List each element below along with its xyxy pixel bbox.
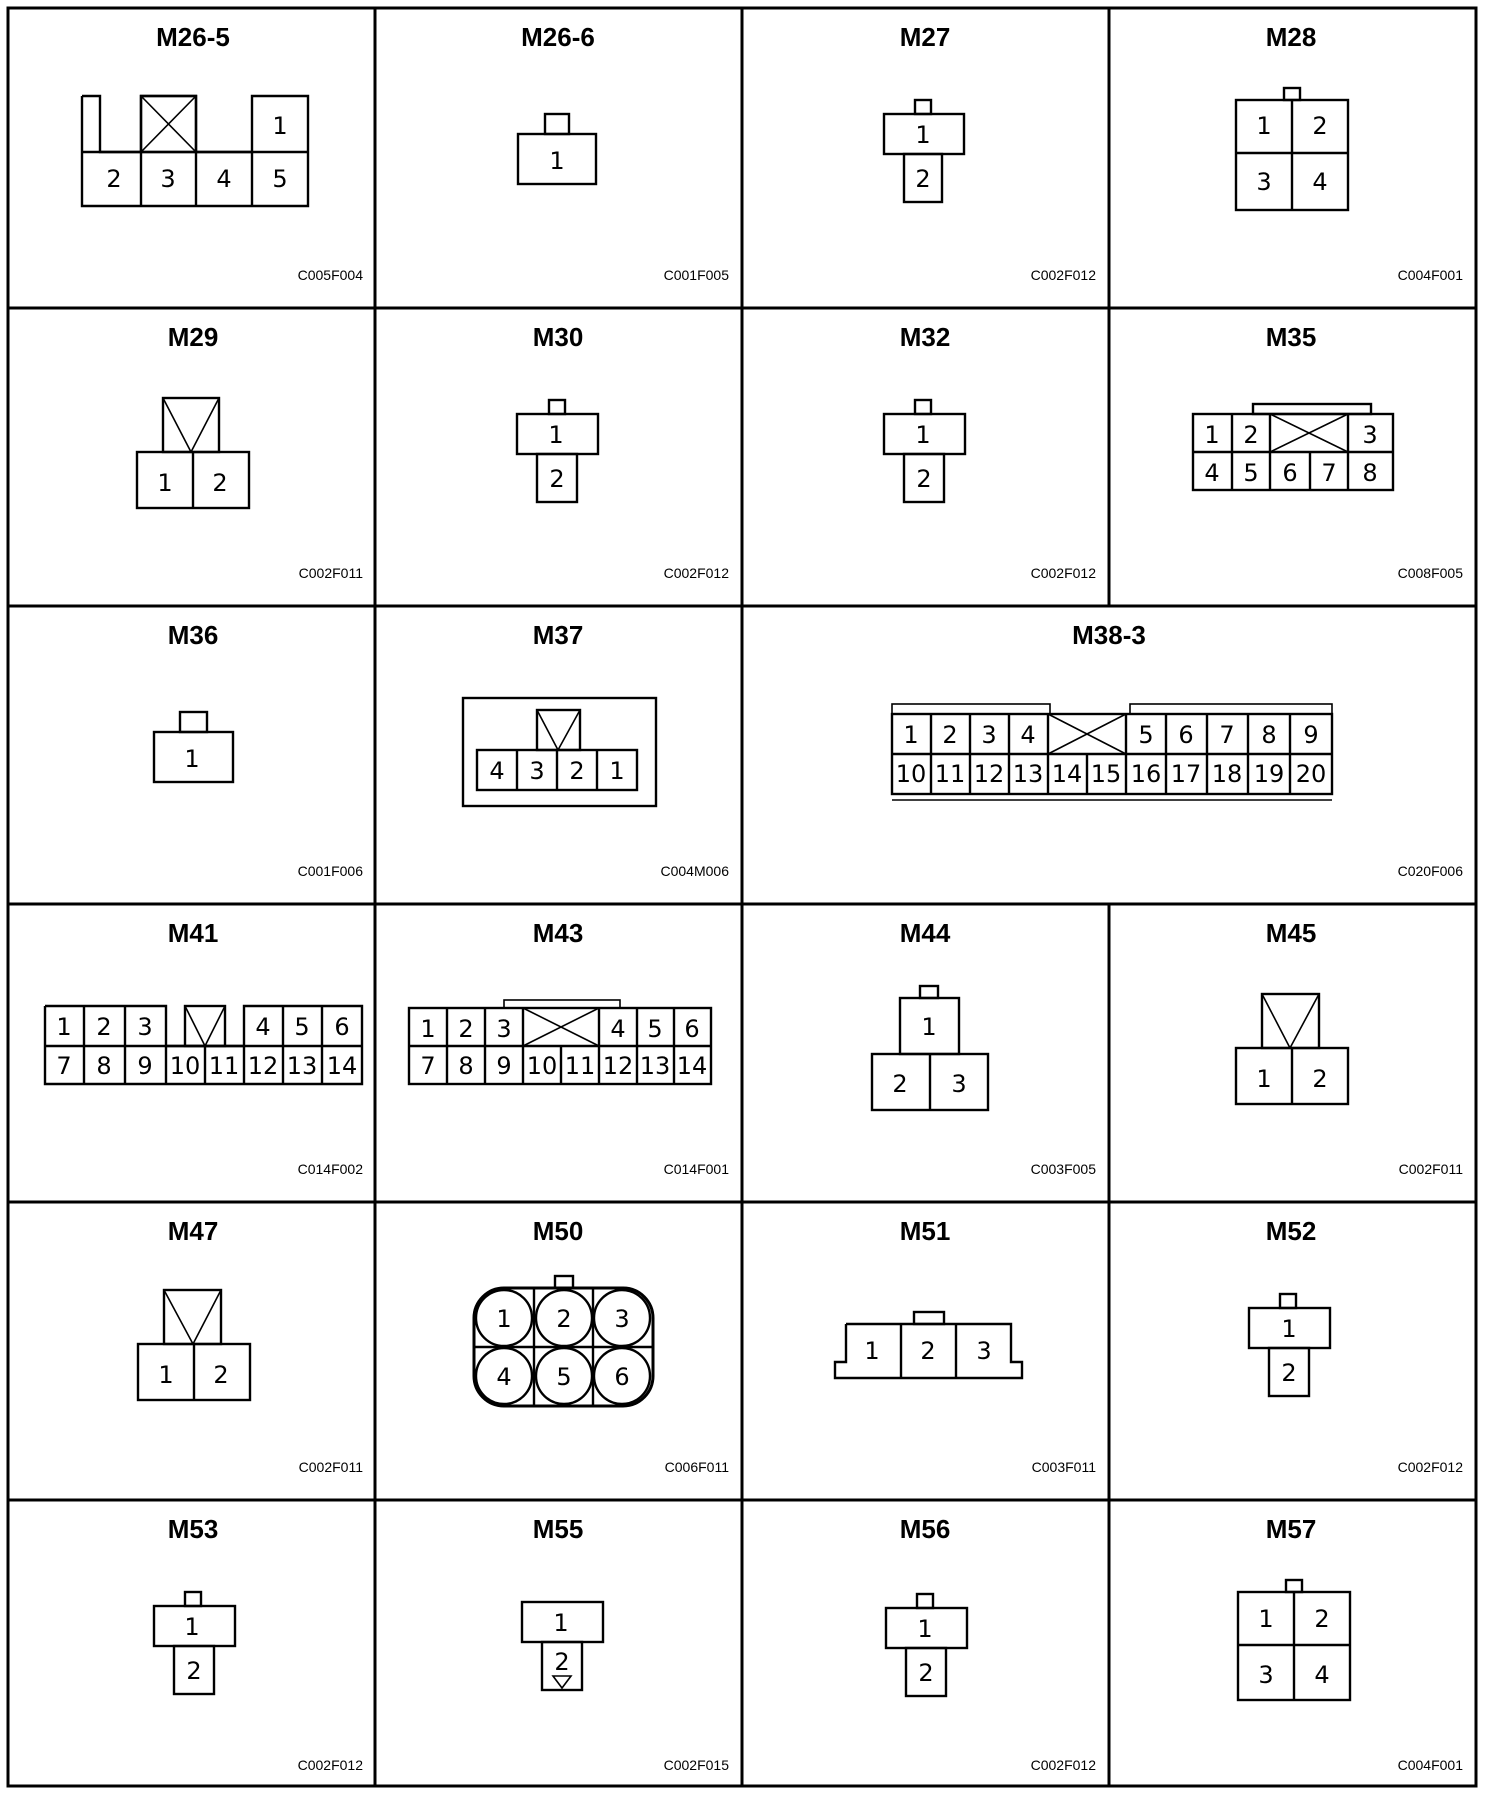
pin-label: 2: [1314, 1605, 1330, 1633]
pin-label: 7: [56, 1052, 72, 1080]
connector-code: C002F011: [298, 1459, 363, 1475]
pin-label: 2: [554, 1648, 570, 1676]
pin-label: 2: [915, 165, 931, 193]
pin-label: 14: [326, 1052, 358, 1080]
connector-m35: [1193, 322, 1463, 581]
pin-label: 3: [976, 1337, 992, 1365]
pin-label: 2: [892, 1070, 908, 1098]
connector-m37: [463, 620, 729, 879]
connector-m26-6: [518, 22, 729, 283]
connector-code: C005F004: [297, 267, 363, 283]
pin-label: 2: [186, 1657, 202, 1685]
pin-label: 2: [549, 465, 565, 493]
pin-label: 3: [1258, 1661, 1274, 1689]
pin-label: 1: [496, 1305, 512, 1333]
pin-label: 7: [420, 1052, 436, 1080]
pin-label: 3: [1362, 421, 1378, 449]
pin-label: 1: [915, 421, 931, 449]
pin-label: 13: [639, 1052, 671, 1080]
pin-label: 3: [951, 1070, 967, 1098]
connector-code: C004F001: [1397, 1757, 1463, 1773]
connector-m45: [1236, 918, 1463, 1177]
pin-label: 5: [1243, 459, 1259, 487]
connector-title: M56: [899, 1514, 951, 1544]
pin-label: 19: [1253, 760, 1285, 788]
pin-label: 4: [1020, 721, 1036, 749]
pin-label: 1: [609, 757, 625, 785]
pin-label: 7: [1219, 721, 1235, 749]
pin-label: 9: [137, 1052, 153, 1080]
connector-m57: [1238, 1514, 1463, 1773]
pin-label: 3: [137, 1013, 153, 1041]
pin-label: 4: [1312, 168, 1328, 196]
pin-label: 8: [458, 1052, 474, 1080]
connector-code: C006F011: [664, 1459, 729, 1475]
connector-title: M57: [1265, 1514, 1317, 1544]
connector-title: M51: [899, 1216, 951, 1246]
pin-label: 11: [564, 1052, 596, 1080]
pin-label: 5: [1138, 721, 1154, 749]
connector-m29: [137, 322, 363, 581]
pin-label: 17: [1170, 760, 1202, 788]
pin-label: 1: [917, 1615, 933, 1643]
pin-label: 2: [918, 1659, 934, 1687]
connector-title: M41: [167, 918, 219, 948]
pin-label: 1: [864, 1337, 880, 1365]
pin-label: 9: [1303, 721, 1319, 749]
connector-code: C002F015: [663, 1757, 729, 1773]
pin-label: 18: [1211, 760, 1243, 788]
connector-title: M35: [1265, 322, 1317, 352]
connector-m44: [872, 918, 1096, 1177]
connector-code: C002F012: [1397, 1459, 1463, 1475]
pin-label: 4: [496, 1363, 512, 1391]
pin-label: 13: [1012, 760, 1044, 788]
pin-label: 3: [981, 721, 997, 749]
connector-code: C004F001: [1397, 267, 1463, 283]
connector-m53: [154, 1514, 363, 1773]
pin-label: 1: [157, 469, 173, 497]
connector-title: M26-5: [156, 22, 230, 52]
pin-label: 2: [106, 165, 122, 193]
connector-title: M36: [167, 620, 219, 650]
pin-label: 2: [942, 721, 958, 749]
pin-label: 2: [556, 1305, 572, 1333]
pin-label: 3: [160, 165, 176, 193]
connector-m26-5: [82, 22, 363, 283]
connector-code: C001F005: [663, 267, 729, 283]
pin-label: 1: [1256, 1065, 1272, 1093]
connector-title: M50: [532, 1216, 584, 1246]
pin-label: 1: [184, 1613, 200, 1641]
connector-m56: [886, 1514, 1096, 1773]
connector-title: M53: [167, 1514, 219, 1544]
pin-label: 2: [1312, 1065, 1328, 1093]
connector-m28-diagram: [1236, 88, 1348, 210]
connector-code: C003F011: [1031, 1459, 1096, 1475]
pin-label: 3: [496, 1015, 512, 1043]
pin-label: 11: [934, 760, 966, 788]
connector-code: C002F012: [1030, 267, 1096, 283]
connector-title: M30: [532, 322, 584, 352]
pin-label: 4: [216, 165, 232, 193]
pin-label: 16: [1130, 760, 1162, 788]
pin-label: 4: [489, 757, 505, 785]
pin-label: 2: [96, 1013, 112, 1041]
pin-label: 4: [255, 1013, 271, 1041]
connector-title: M32: [899, 322, 951, 352]
pin-label: 12: [602, 1052, 634, 1080]
connector-m43: [409, 918, 729, 1177]
connector-title: M44: [899, 918, 951, 948]
pin-label: 5: [556, 1363, 572, 1391]
connector-title: M55: [532, 1514, 584, 1544]
pin-label: 4: [1314, 1661, 1330, 1689]
connector-code: C002F012: [297, 1757, 363, 1773]
pin-label: 10: [895, 760, 927, 788]
pin-label: 4: [1204, 459, 1220, 487]
pin-label: 1: [56, 1013, 72, 1041]
connector-m38-3: [892, 620, 1463, 879]
pin-label: 2: [920, 1337, 936, 1365]
pin-label: 1: [184, 745, 200, 773]
connector-code: C002F012: [1030, 1757, 1096, 1773]
connector-code: C008F005: [1397, 565, 1463, 581]
connector-title: M26-6: [521, 22, 595, 52]
pin-label: 1: [549, 147, 565, 175]
connector-title: M43: [532, 918, 584, 948]
pin-label: 8: [96, 1052, 112, 1080]
connector-m29-diagram: [137, 398, 249, 508]
pin-label: 1: [903, 721, 919, 749]
connector-code: C001F006: [297, 863, 363, 879]
pin-label: 3: [529, 757, 545, 785]
connector-title: M52: [1265, 1216, 1317, 1246]
pin-label: 14: [676, 1052, 708, 1080]
pin-label: 5: [647, 1015, 663, 1043]
connector-m51: [835, 1216, 1096, 1475]
connector-code: C014F001: [663, 1161, 729, 1177]
pin-label: 2: [569, 757, 585, 785]
connector-title: M29: [167, 322, 219, 352]
connector-m55: [522, 1514, 729, 1773]
connector-m27: [884, 22, 1096, 283]
connector-code: C020F006: [1397, 863, 1463, 879]
pin-label: 1: [921, 1013, 937, 1041]
connector-code: C002F012: [1030, 565, 1096, 581]
connector-title: M38-3: [1072, 620, 1146, 650]
connector-code: C002F011: [1398, 1161, 1463, 1177]
connector-title: M47: [167, 1216, 219, 1246]
pin-label: 1: [1204, 421, 1220, 449]
connector-code: C014F002: [297, 1161, 363, 1177]
connector-m41: [45, 918, 363, 1177]
pin-label: 2: [213, 1361, 229, 1389]
pin-label: 12: [973, 760, 1005, 788]
connector-title: M45: [1265, 918, 1317, 948]
pin-label: 10: [526, 1052, 558, 1080]
pin-label: 6: [684, 1015, 700, 1043]
pin-label: 8: [1362, 459, 1378, 487]
connector-m28: [1236, 22, 1463, 283]
connector-m52: [1249, 1216, 1463, 1475]
connector-m45-diagram: [1236, 994, 1348, 1104]
pin-label: 1: [1258, 1605, 1274, 1633]
pin-label: 3: [614, 1305, 630, 1333]
connector-code: C002F011: [298, 565, 363, 581]
grid-lines: [8, 8, 1476, 1786]
connector-m30: [517, 322, 729, 581]
pin-label: 1: [1256, 112, 1272, 140]
pin-label: 13: [286, 1052, 318, 1080]
connector-m32: [884, 322, 1096, 581]
pin-label: 15: [1090, 760, 1122, 788]
pin-label: 6: [614, 1363, 630, 1391]
pin-label: 6: [334, 1013, 350, 1041]
pin-label: 1: [548, 421, 564, 449]
pin-label: 1: [915, 121, 931, 149]
connector-m47: [138, 1216, 363, 1475]
pin-label: 1: [158, 1361, 174, 1389]
pin-label: 3: [1256, 168, 1272, 196]
connector-code: C004M006: [660, 863, 729, 879]
pin-label: 1: [272, 112, 288, 140]
pin-label: 9: [496, 1052, 512, 1080]
pin-label: 4: [610, 1015, 626, 1043]
connector-title: M27: [899, 22, 951, 52]
pin-label: 7: [1321, 459, 1337, 487]
connector-m57-diagram: [1238, 1580, 1350, 1700]
pin-label: 12: [247, 1052, 279, 1080]
connector-code: C002F012: [663, 565, 729, 581]
connector-m37-diagram: [463, 698, 656, 806]
pin-label: 20: [1295, 760, 1327, 788]
pin-label: 1: [420, 1015, 436, 1043]
pin-label: 1: [1281, 1315, 1297, 1343]
pin-label: 10: [169, 1052, 201, 1080]
pin-label: 2: [1281, 1359, 1297, 1387]
connector-m50: [474, 1216, 729, 1475]
pin-label: 6: [1282, 459, 1298, 487]
connector-title: M37: [532, 620, 584, 650]
pin-label: 14: [1051, 760, 1083, 788]
pin-label: 2: [1243, 421, 1259, 449]
connector-m36: [154, 620, 363, 879]
pin-label: 2: [458, 1015, 474, 1043]
pin-label: 2: [212, 469, 228, 497]
pin-label: 6: [1178, 721, 1194, 749]
pin-label: 11: [208, 1052, 240, 1080]
connector-m47-diagram: [138, 1290, 250, 1400]
connector-m44-diagram: [872, 986, 988, 1110]
pin-label: 5: [272, 165, 288, 193]
pin-label: 5: [294, 1013, 310, 1041]
pin-label: 2: [1312, 112, 1328, 140]
connector-code: C003F005: [1030, 1161, 1096, 1177]
connector-title: M28: [1265, 22, 1317, 52]
pin-label: 8: [1261, 721, 1277, 749]
pin-label: 1: [553, 1609, 569, 1637]
pin-label: 2: [916, 465, 932, 493]
